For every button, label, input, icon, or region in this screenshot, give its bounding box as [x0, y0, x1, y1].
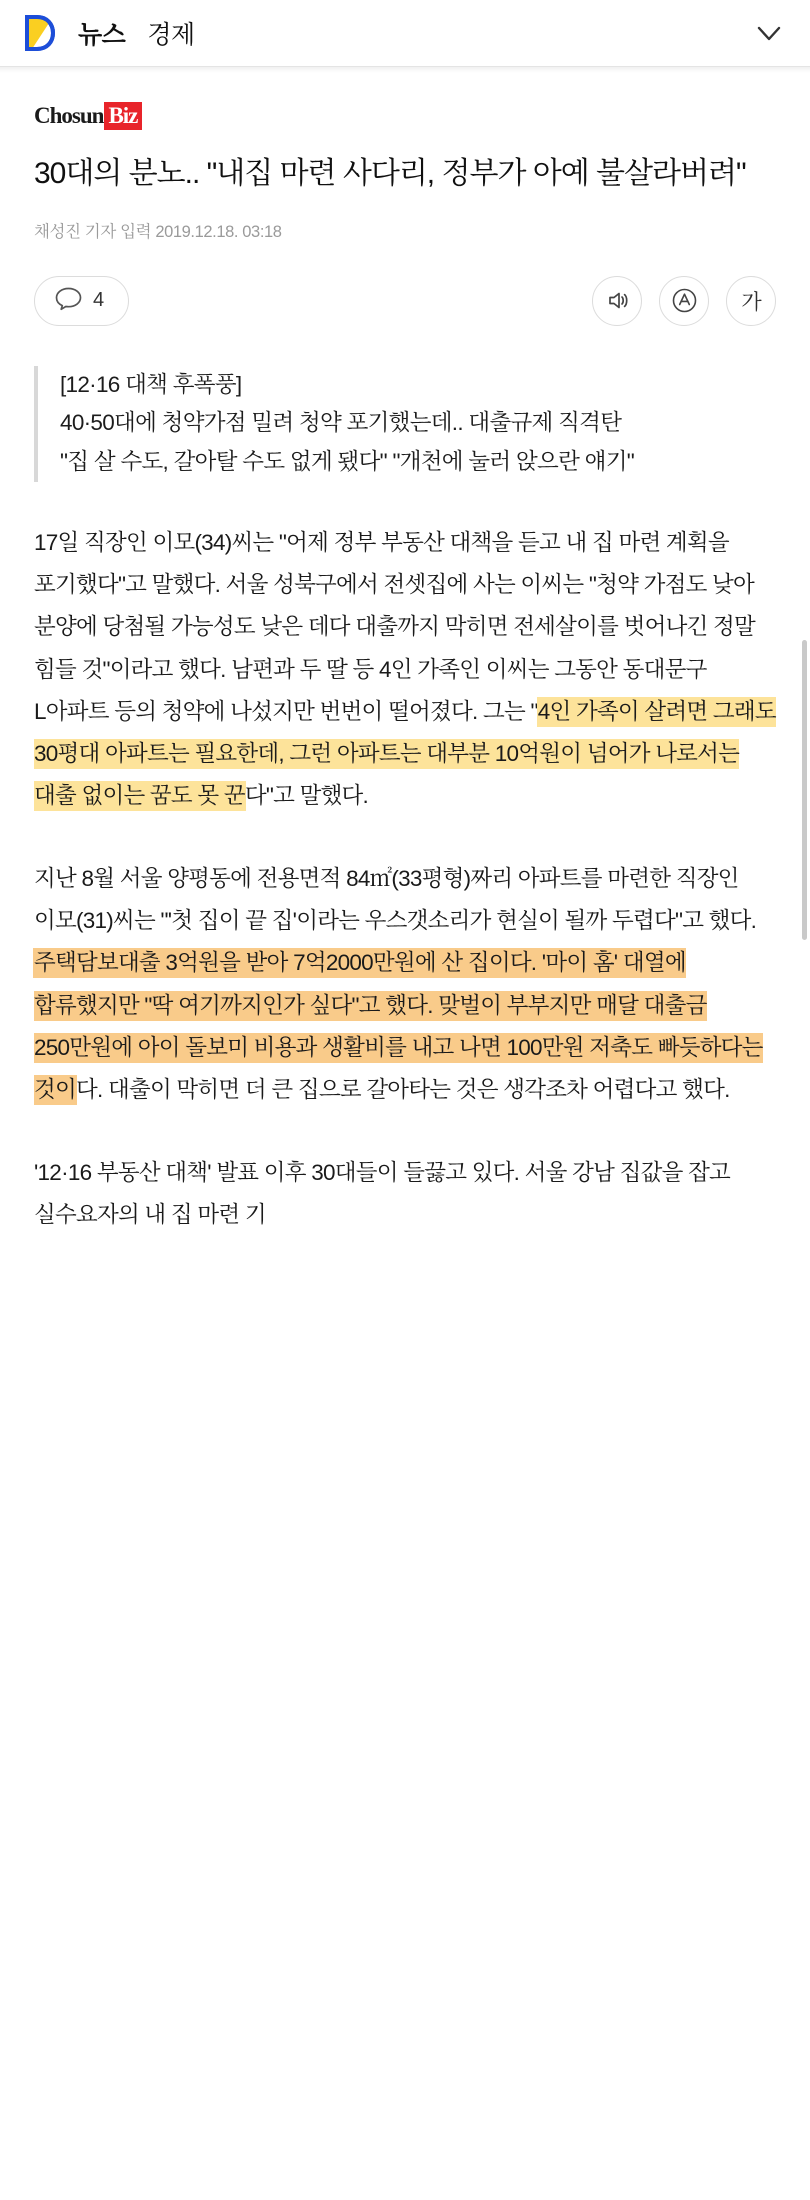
- press-badge: Biz: [104, 102, 142, 130]
- highlight-run: 4인 가족이 살려면 그래도 30평대 아파트는 필요한데, 그런 아파트는 대부분 10억원이 넘어가 나로서는 대출 없이는 꿈도 못 꾼: [34, 698, 776, 809]
- app-bar: [0, 0, 810, 66]
- article-tool-icons: [592, 276, 776, 326]
- article-paragraph: [34, 1152, 776, 1237]
- app-bar-title[interactable]: 뉴스: [78, 21, 126, 49]
- appbar-shadow: [0, 67, 810, 73]
- summary-line: [12·16 대책 후폭풍]: [60, 371, 242, 397]
- auto-translate-icon[interactable]: [659, 276, 709, 326]
- text-run: '12·16 부동산 대책' 발표 이후 30대들이 들끓고 있다. 서울 강남 집값을 잡고 실수요자의 내 집 마련 기: [34, 1159, 731, 1227]
- scrollbar[interactable]: [802, 640, 807, 940]
- page-title: 30대의 분노.. "내집 마련 사다리, 정부가 아예 불살라버려": [34, 157, 746, 190]
- article-paragraph: [34, 858, 776, 1112]
- summary-line: "집 살 수도, 갈아탈 수도 없게 됐다" "개천에 눌러 앉으란 얘기": [60, 448, 635, 474]
- comment-icon: [55, 286, 82, 316]
- chevron-down-icon[interactable]: [752, 16, 786, 50]
- app-bar-section[interactable]: 경제: [147, 21, 195, 49]
- text-run: 다"고 말했다.: [244, 783, 369, 809]
- speaker-icon[interactable]: [592, 276, 642, 326]
- press-logo[interactable]: [34, 101, 776, 131]
- article-action-bar: [34, 264, 776, 338]
- comment-count: 4: [93, 289, 105, 312]
- font-size-label: 가: [741, 290, 761, 314]
- comment-button[interactable]: [34, 276, 129, 326]
- article-summary: [34, 366, 776, 482]
- text-run: 17일 직장인 이모(34)씨는 "어제 정부 부동산 대책을 듣고 내 집 마련 계획을 포기했다"고 말했다. 서울 성북구에서 전셋집에 사는 이씨는 "청약 가점도 낮아 분양에 당첨될 가능성도 낮은 데다 대출까지 막히면 전세살이를 벗어나긴 정말 힘들 것"이라고 했다. 남편과 두 딸 등 4인 가족인 이씨는 그동안 동대문구 L아파트 등의 청약에 나섰지만 번번이 떨어졌다. 그는 ": [34, 529, 756, 724]
- text-run: 지난 8월 서울 양평동에 전용면적 84㎡(33평형)짜리 아파트를 마련한 직장인 이모(31)씨는 "'첫 집이 끝 집'이라는 우스갯소리가 현실이 될까 두렵다"고 했다.: [34, 865, 757, 934]
- daum-logo-icon[interactable]: [22, 13, 60, 53]
- article-container: [0, 101, 810, 1236]
- highlight-run: 주택담보대출 3억원을 받아 7억2000만원에 산 집이다. '마이 홈' 대열에 합류했지만 "딱 여기까지인가 싶다"고 했다. 맞벌이 부부지만 매달 대출금 250만원에 아이 돌보미 비용과 생활비를 내고 나면 100만원 저축도 빠듯하다는 것이: [34, 950, 763, 1103]
- summary-line: 40·50대에 청약가점 밀려 청약 포기했는데.. 대출규제 직격탄: [60, 410, 622, 436]
- font-size-button[interactable]: [726, 276, 776, 326]
- text-run: 다. 대출이 막히면 더 큰 집으로 갈아타는 것은 생각조차 어렵다고 했다.: [75, 1077, 730, 1103]
- byline: 채성진 기자 입력 2019.12.18. 03:18: [34, 222, 282, 241]
- press-name: Chosun: [34, 102, 104, 128]
- article-paragraph: [34, 522, 776, 818]
